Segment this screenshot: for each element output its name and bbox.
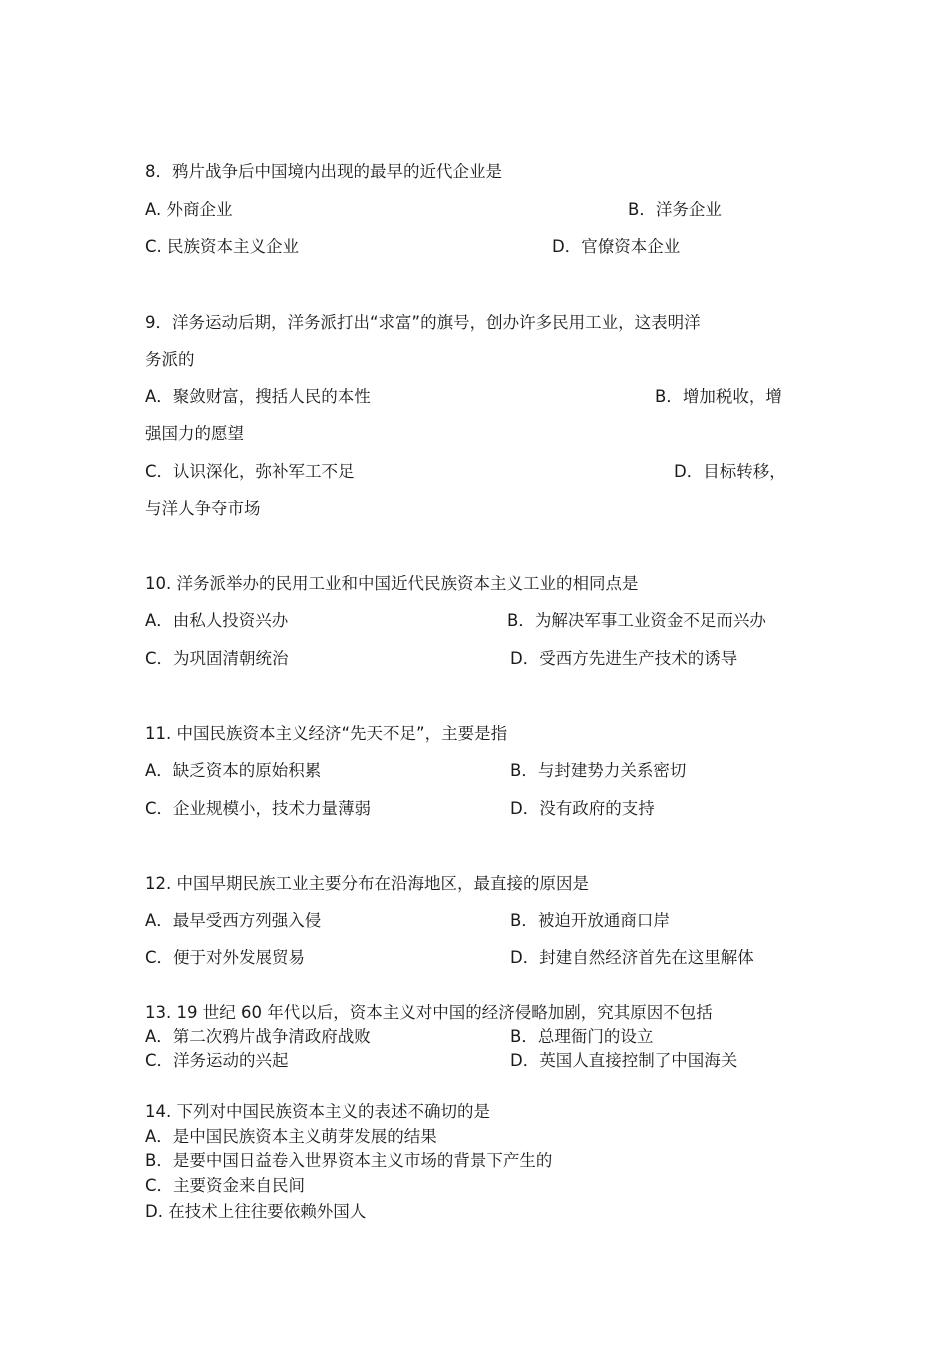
q13-stem: 13. 19 世纪 60 年代以后，资本主义对中国的经济侵略加剧，究其原因不包括 [145, 1003, 713, 1022]
q13-option-a: A．第二次鸦片战争清政府战败 [145, 1027, 371, 1046]
q10-option-c: C．为巩固清朝统治 [145, 649, 289, 668]
q11-stem: 11. 中国民族资本主义经济“先天不足”，主要是指 [145, 724, 508, 743]
q14-option-b: B．是要中国日益卷入世界资本主义市场的背景下产生的 [145, 1151, 553, 1170]
q14-option-a: A．是中国民族资本主义萌芽发展的结果 [145, 1127, 437, 1146]
q8-option-d: D．官僚资本企业 [552, 237, 681, 256]
q14-option-d: D. 在技术上往往要依赖外国人 [145, 1202, 367, 1221]
q8-option-c: C. 民族资本主义企业 [145, 237, 300, 256]
q8-option-a: A. 外商企业 [145, 200, 233, 219]
q13-option-c: C．洋务运动的兴起 [145, 1051, 289, 1070]
q10-option-d: D．受西方先进生产技术的诱导 [510, 649, 738, 668]
q12-stem: 12. 中国早期民族工业主要分布在沿海地区，最直接的原因是 [145, 874, 589, 893]
q12-option-d: D．封建自然经济首先在这里解体 [510, 948, 754, 967]
q12-option-c: C．便于对外发展贸易 [145, 948, 306, 967]
q9-option-b-continued: 强国力的愿望 [145, 424, 244, 443]
q11-option-b: B．与封建势力关系密切 [510, 761, 687, 780]
q9-option-c: C．认识深化，弥补军工不足 [145, 462, 355, 481]
q9-option-d: D．目标转移， [674, 462, 786, 481]
q9-option-b: B．增加税收，增 [655, 387, 782, 406]
q9-stem-line2: 务派的 [145, 350, 195, 369]
q9-stem-line1: 9．洋务运动后期，洋务派打出“求富”的旗号，创办许多民用工业，这表明洋 [145, 313, 701, 332]
q13-option-d: D．英国人直接控制了中国海关 [510, 1051, 738, 1070]
q11-option-c: C．企业规模小，技术力量薄弱 [145, 799, 372, 818]
q11-option-a: A．缺乏资本的原始积累 [145, 761, 322, 780]
q10-stem: 10. 洋务派举办的民用工业和中国近代民族资本主义工业的相同点是 [145, 574, 639, 593]
q11-option-d: D．没有政府的支持 [510, 799, 655, 818]
q10-option-a: A．由私人投资兴办 [145, 611, 289, 630]
q12-option-a: A．最早受西方列强入侵 [145, 911, 322, 930]
q9-option-a: A．聚敛财富，搜括人民的本性 [145, 387, 371, 406]
q12-option-b: B．被迫开放通商口岸 [510, 911, 670, 930]
q8-option-b: B．洋务企业 [628, 200, 722, 219]
q9-option-d-continued: 与洋人争夺市场 [145, 499, 261, 518]
q8-stem: 8．鸦片战争后中国境内出现的最早的近代企业是 [145, 162, 502, 181]
q10-option-b: B．为解决军事工业资金不足而兴办 [507, 611, 766, 630]
q14-stem: 14. 下列对中国民族资本主义的表述不确切的是 [145, 1102, 490, 1121]
q13-option-b: B．总理衙门的设立 [510, 1027, 654, 1046]
q14-option-c: C．主要资金来自民间 [145, 1176, 306, 1195]
